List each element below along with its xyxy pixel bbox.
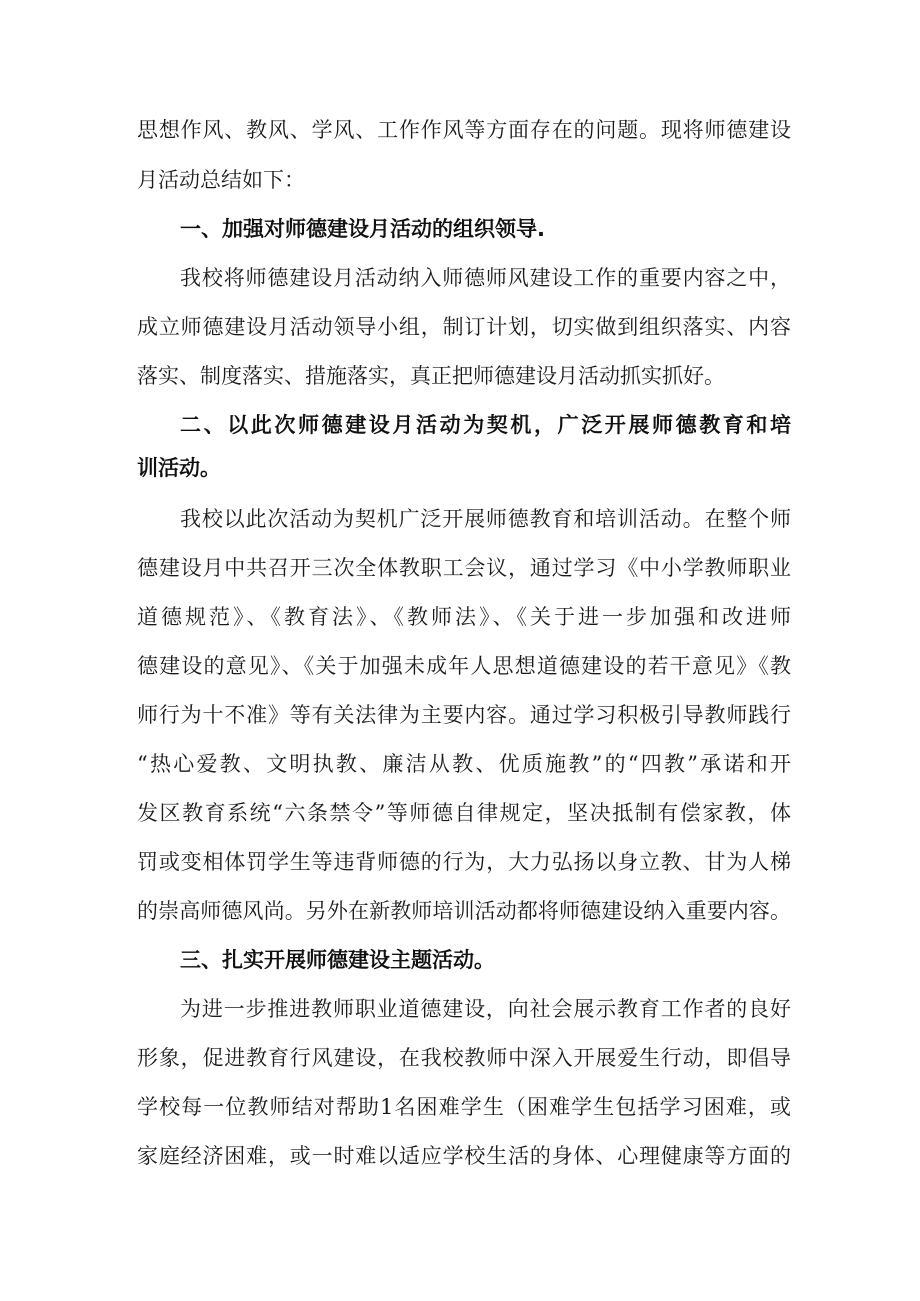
intro-line-1: 思想作风、教风、学风、工作作风等方面存在的问题。现将师德建设	[137, 118, 791, 142]
section-2-heading-line-2: 训活动。	[137, 456, 221, 480]
section-1-line-1: 我校将师德建设月活动纳入师德师风建设工作的重要内容之中，	[180, 266, 791, 290]
section-2-line-4: 德建设的意见》、《关于加强未成年人思想道德建设的若干意见》《教	[137, 654, 791, 678]
section-3-heading: 三、扎实开展师德建设主题活动。	[180, 948, 495, 972]
section-2-line-1: 我校以此次活动为契机广泛开展师德教育和培训活动。在整个师	[180, 507, 791, 531]
section-1-line-3: 落实、制度落实、措施落实，真正把师德建设月活动抓实抓好。	[137, 364, 725, 388]
section-2-line-9: 的崇高师德风尚。另外在新教师培训活动都将师德建设纳入重要内容。	[137, 899, 791, 923]
section-2-heading-line-1: 二、以此次师德建设月活动为契机，广泛开展师德教育和培	[180, 413, 791, 437]
section-2-line-6: “热心爱教、文明执教、廉洁从教、优质施教”的“四教”承诺和开	[137, 752, 791, 776]
intro-line-2: 月活动总结如下：	[137, 168, 305, 192]
section-1-heading: 一、加强对师德建设月活动的组织领导.	[180, 217, 545, 241]
section-2-line-5: 师行为十不准》等有关法律为主要内容。通过学习积极引导教师践行	[137, 703, 791, 727]
section-2-line-3: 道德规范》、《教育法》、《教师法》、《关于进一步加强和改进师	[137, 605, 791, 629]
section-1-line-2: 成立师德建设月活动领导小组，制订计划，切实做到组织落实、内容	[137, 315, 791, 339]
section-2-line-2: 德建设月中共召开三次全体教职工会议，通过学习《中小学教师职业	[137, 556, 791, 580]
section-3-line-4: 家庭经济困难，或一时难以适应学校生活的身体、心理健康等方面的	[137, 1144, 791, 1168]
section-3-line-1: 为进一步推进教师职业道德建设，向社会展示教育工作者的良好	[180, 997, 791, 1021]
section-3-line-3: 学校每一位教师结对帮助1名困难学生（困难学生包括学习困难，或	[137, 1095, 791, 1119]
section-2-line-7: 发区教育系统“六条禁令”等师德自律规定，坚决抵制有偿家教，体	[137, 801, 791, 825]
section-2-line-8: 罚或变相体罚学生等违背师德的行为，大力弘扬以身立教、甘为人梯	[137, 850, 791, 874]
section-3-line-2: 形象，促进教育行风建设，在我校教师中深入开展爱生行动，即倡导	[137, 1046, 791, 1070]
